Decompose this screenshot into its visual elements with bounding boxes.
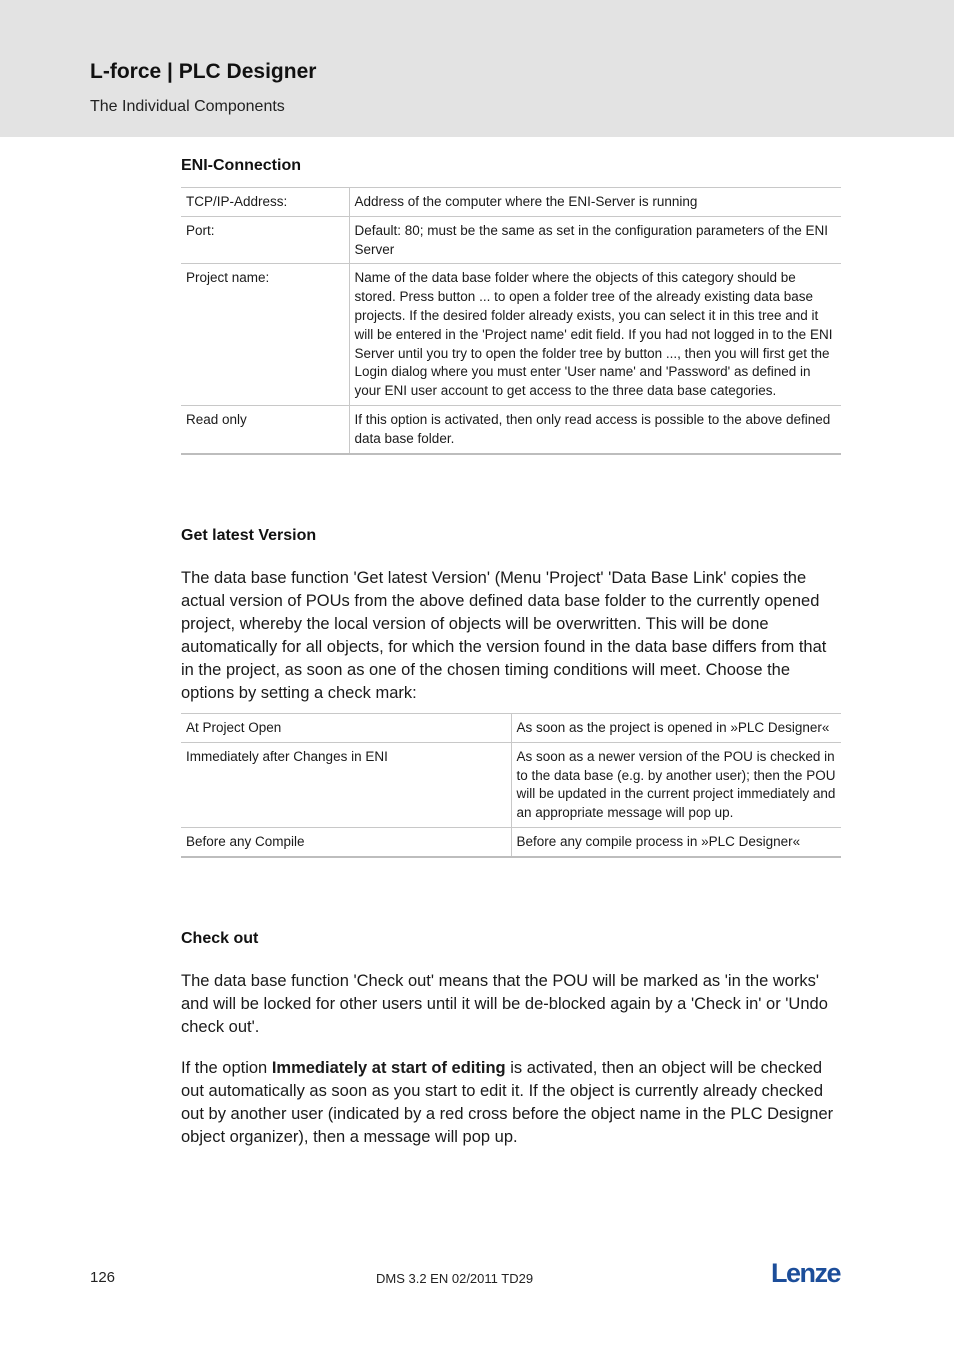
table-row <box>181 405 841 453</box>
paragraph-text: If the option <box>181 1059 272 1077</box>
table-row <box>181 216 841 264</box>
parameter-label: Project name: <box>181 264 349 406</box>
table-row <box>181 264 841 406</box>
table-row <box>181 714 841 743</box>
parameter-description: Name of the data base folder where the objects of this category should be stored. Press button ... to open a folder tree of the already existing data base projects. If the desired folder already exists, you can select it in this tree and it will be entered in the 'Project name' edit field. If you had not logged in to the ENI Server until you try to open the folder tree by button ..., then you will first get the Login dialog where you must enter 'User name' and 'Password' as defined in your ENI user account to get access to the three data base categories. <box>349 264 841 406</box>
logo-wordmark: Lenze <box>771 1258 841 1288</box>
parameter-label: Read only <box>181 405 349 453</box>
timing-options-table <box>181 713 841 858</box>
paragraph-text: is activated, then an object will be checked out automatically as soon as you start to edit it. If the object is currently already checked out by another user (indicated by a red cross before the object name in the PLC Designer object organizer), then a message will pop up. <box>181 1059 834 1146</box>
option-label: Before any Compile <box>181 827 511 856</box>
get-latest-version-heading: Get latest Version <box>181 527 317 544</box>
option-label: At Project Open <box>181 714 511 743</box>
option-label: Immediately after Changes in ENI <box>181 742 511 827</box>
table-row <box>181 827 841 856</box>
lenze-logo <box>770 1258 852 1293</box>
document-title: L-force | PLC Designer <box>90 60 317 83</box>
parameter-label: TCP/IP-Address: <box>181 188 349 217</box>
parameter-description: Address of the computer where the ENI-Server is running <box>349 188 841 217</box>
check-out-paragraph-1: The data base function 'Check out' means that the POU will be marked as 'in the works' and will be locked for other users until it will be de-blocked again by a 'Check in' or 'Undo check out'. <box>181 972 828 1036</box>
option-description: Before any compile process in »PLC Designer« <box>511 827 841 856</box>
option-name-emphasis: Immediately at start of editing <box>271 1059 506 1077</box>
get-latest-version-paragraph: The data base function 'Get latest Version' (Menu 'Project' 'Data Base Link' copies the actual version of POUs from the above defined data base folder to the currently opened project, whereby the local version of objects will be overwritten. This will be done automatically for all objects, for which the version found in the data base differs from that in the project, as soon as one of the chosen timing conditions will meet. Choose the options by setting a check mark: <box>181 569 827 702</box>
check-out-heading: Check out <box>181 930 259 947</box>
table-row <box>181 742 841 827</box>
document-reference: DMS 3.2 EN 02/2011 TD29 <box>376 1271 534 1286</box>
option-description: As soon as a newer version of the POU is checked in to the data base (e.g. by another user); then the POU will be updated in the current project immediately and an appropriate message will pop up. <box>511 742 841 827</box>
page-number: 126 <box>90 1269 116 1286</box>
parameter-description: If this option is activated, then only read access is possible to the above defined data base folder. <box>349 405 841 453</box>
table-row <box>181 188 841 217</box>
lenze-logo-icon <box>770 1258 852 1288</box>
parameter-description: Default: 80; must be the same as set in the configuration parameters of the ENI Server <box>349 216 841 264</box>
parameter-label: Port: <box>181 216 349 264</box>
document-subtitle: The Individual Components <box>90 98 285 115</box>
eni-connection-table <box>181 187 841 455</box>
eni-connection-heading: ENI-Connection <box>181 157 301 174</box>
check-out-paragraph-2 <box>181 1057 841 1149</box>
option-description: As soon as the project is opened in »PLC Designer« <box>511 714 841 743</box>
